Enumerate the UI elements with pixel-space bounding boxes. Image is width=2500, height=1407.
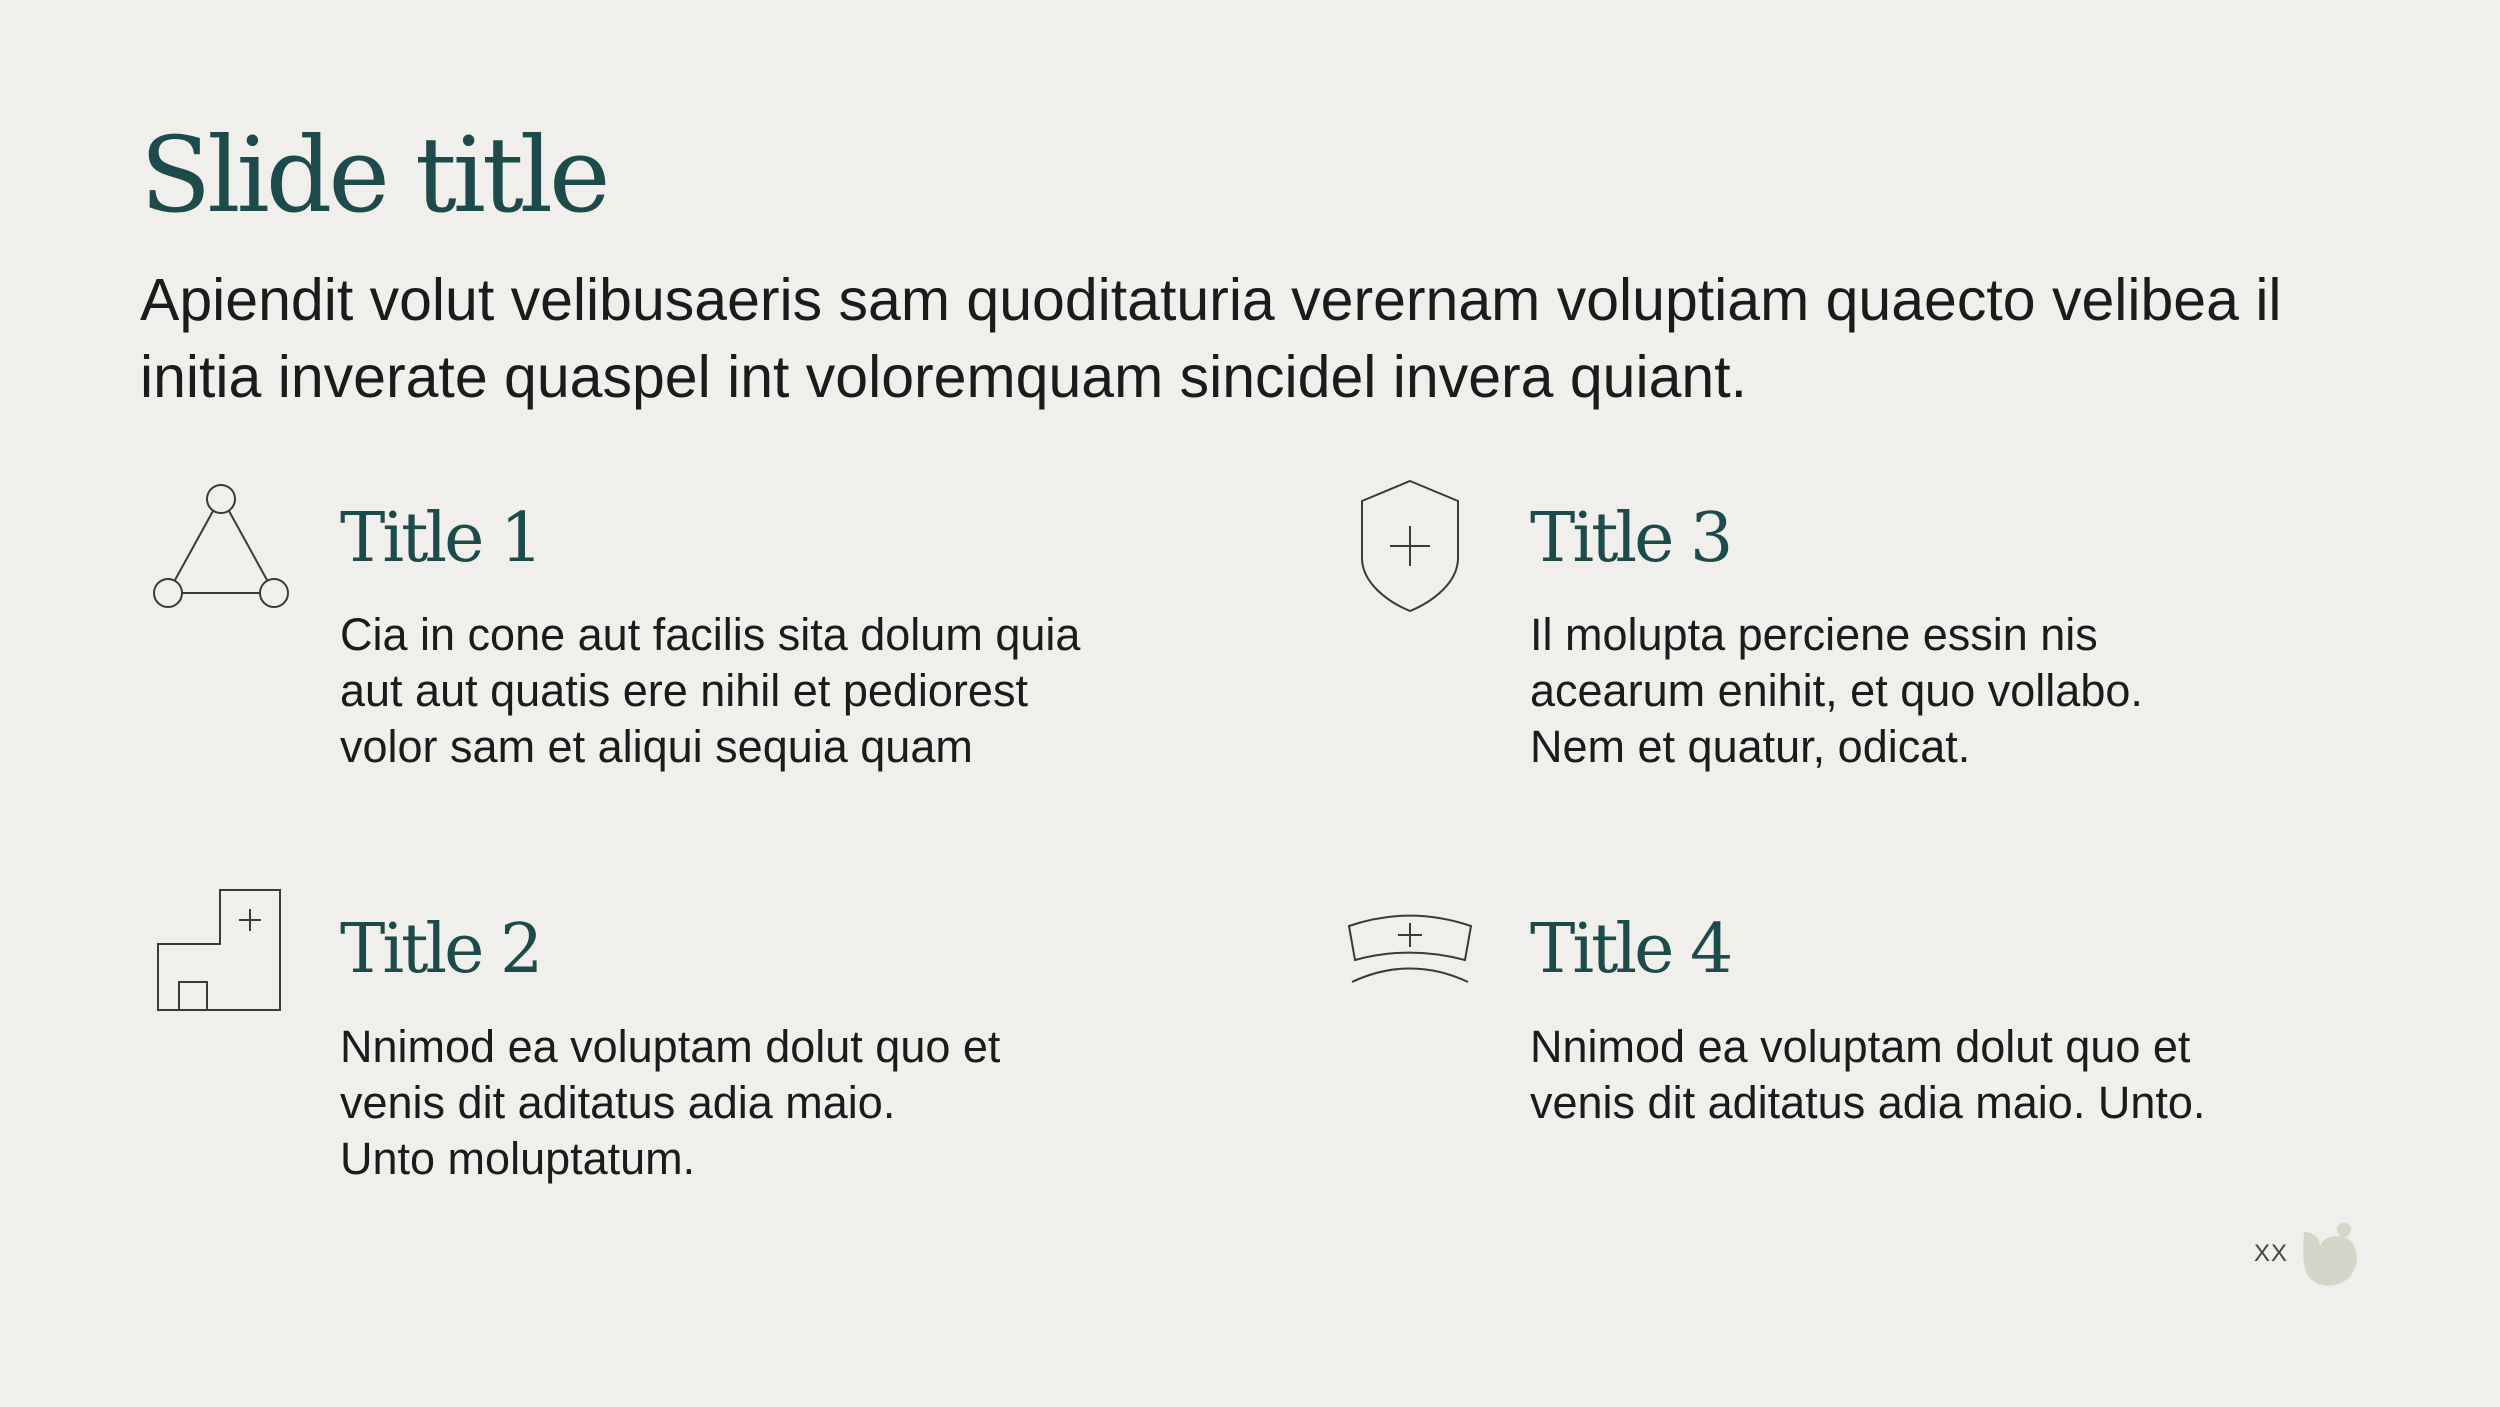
- shield-plus-icon: [1358, 478, 1462, 614]
- feature-body-2: Nnimod ea voluptam dolut quo et venis dit aditatus adia maio. Unto moluptatum.: [340, 1021, 1001, 1184]
- feature-title-3: Title 3: [1530, 499, 1731, 578]
- slide-subtitle: Apiendit volut velibusaeris sam quoditaturia verernam voluptiam quaecto velibea il initia inverate quaspel int voloremquam sincidel invera quiant.: [140, 267, 2282, 410]
- feature-title-4: Title 4: [1530, 910, 1731, 989]
- nurse-cap-icon: [1346, 912, 1474, 986]
- network-triangle-icon: [148, 480, 294, 612]
- feature-body-4: Nnimod ea voluptam dolut quo et venis dit aditatus adia maio. Unto.: [1530, 1021, 2206, 1128]
- feature-body-3: Il molupta perciene essin nis acearum enihit, et quo vollabo. Nem et quatur, odicat.: [1530, 609, 2143, 772]
- feature-title-2: Title 2: [340, 910, 541, 989]
- slide-title: Slide title: [140, 114, 607, 236]
- feature-body-1: Cia in cone aut facilis sita dolum quia aut aut quatis ere nihil et pediorest volor sam et aliqui sequia quam: [340, 609, 1081, 772]
- brand-logo-icon: [2302, 1222, 2360, 1293]
- hospital-building-icon: [156, 886, 286, 1012]
- feature-title-1: Title 1: [340, 499, 541, 578]
- page-number: XX: [2254, 1240, 2289, 1267]
